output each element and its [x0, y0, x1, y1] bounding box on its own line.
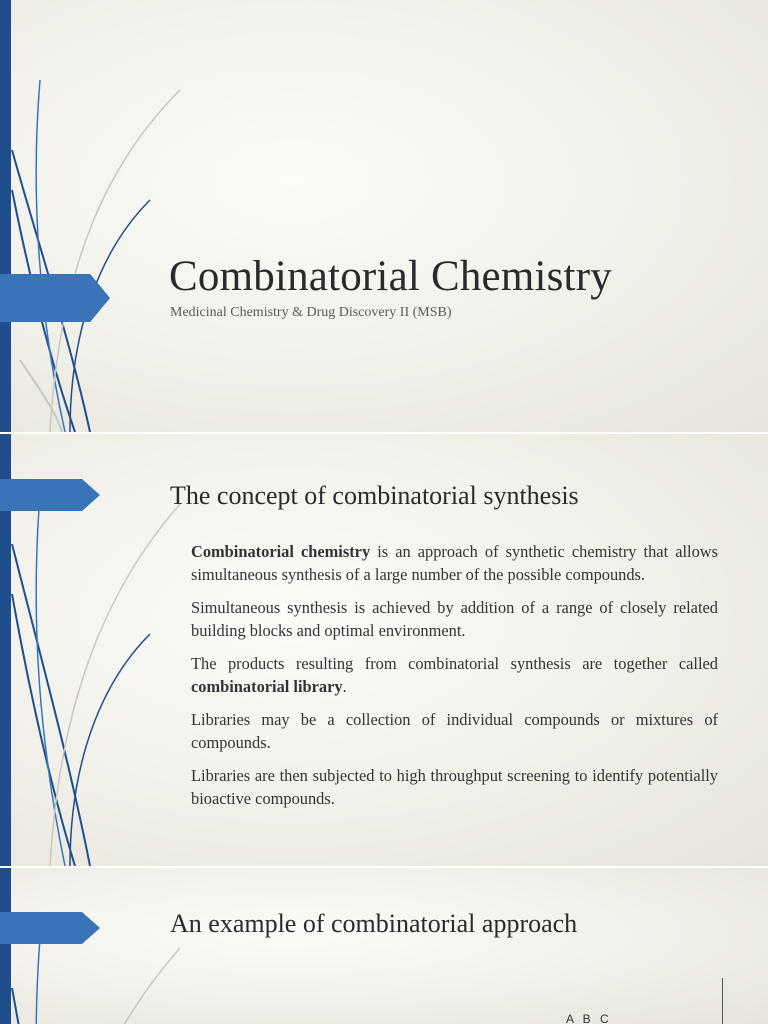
bullet-text: .: [342, 677, 347, 696]
heading-chevron: [0, 479, 100, 511]
bullet-list: [170, 540, 718, 820]
bold-term: Combinatorial chemistry: [191, 542, 371, 561]
heading-chevron: [0, 912, 100, 944]
slide-concept: [0, 434, 768, 866]
diagram-divider: [722, 978, 723, 1024]
swirl-decoration: [0, 868, 190, 1024]
list-item: [170, 596, 718, 642]
page-title: Combinatorial Chemistry: [169, 253, 612, 300]
list-item: [170, 652, 718, 698]
bold-term: combinatorial library: [191, 677, 343, 696]
bullet-text: The products resulting from combinatorial synthesis are together called: [191, 654, 718, 673]
list-item: [170, 540, 718, 586]
list-item: [170, 764, 718, 810]
bullet-text: Libraries are then subjected to high throughput screening to identify potentially bioactive compounds.: [191, 766, 718, 808]
page-subtitle: Medicinal Chemistry & Drug Discovery II (MSB): [170, 305, 452, 320]
swirl-decoration: [0, 0, 190, 432]
slide-heading: An example of combinatorial approach: [170, 909, 578, 938]
bullet-text: Libraries may be a collection of individual compounds or mixtures of compounds.: [191, 710, 718, 752]
title-chevron: [0, 274, 110, 322]
diagram-labels: A B C: [566, 1012, 612, 1024]
slide-example: [0, 868, 768, 1024]
slide-heading: The concept of combinatorial synthesis: [170, 481, 579, 510]
list-item: [170, 708, 718, 754]
slide-title: [0, 0, 768, 432]
bullet-text: Simultaneous synthesis is achieved by addition of a range of closely related building blocks and optimal environment.: [191, 598, 718, 640]
bullet-text: is an approach of synthetic chemistry that allows simultaneous synthesis of a large number of the possible compounds.: [191, 542, 718, 584]
